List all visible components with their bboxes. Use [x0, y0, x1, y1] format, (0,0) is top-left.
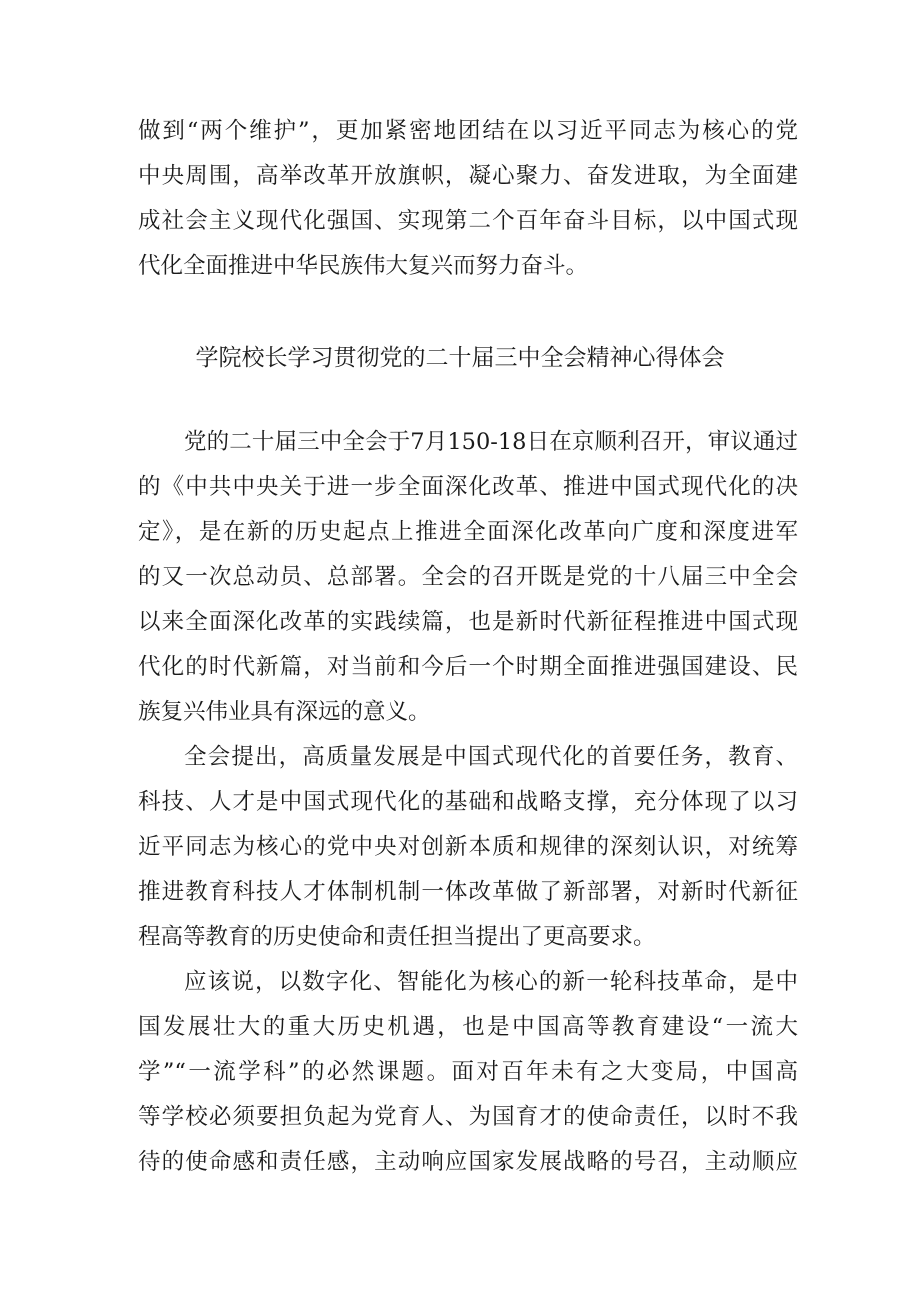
intro-line-3: 成社会主义现代化强国、实现第二个百年奋斗目标，以中国式现: [138, 208, 798, 234]
paragraph3-line-3: 学”“一流学科”的必然课题。面对百年未有之大变局，中国高: [138, 1059, 798, 1085]
paragraph1-line-1: 党的二十届三中全会于7月150-18日在京顺利召开，审议通过: [184, 429, 798, 455]
paragraph3-line-2: 国发展壮大的重大历史机遇，也是中国高等教育建设“一流大: [138, 1014, 798, 1040]
paragraph1-line-2: 的《中共中央关于进一步全面深化改革、推进中国式现代化的决: [138, 474, 798, 500]
intro-line-2: 中央周围，高举改革开放旗帜，凝心聚力、奋发进取，为全面建: [138, 163, 798, 189]
paragraph1-line-5: 以来全面深化改革的实践续篇，也是新时代新征程推进中国式现: [138, 609, 798, 635]
paragraph1-line-3: 定》，是在新的历史起点上推进全面深化改革向广度和深度进军: [138, 519, 798, 545]
intro-line-4: 代化全面推进中华民族伟大复兴而努力奋斗。: [138, 253, 589, 279]
paragraph3-line-5: 待的使命感和责任感，主动响应国家发展战略的号召，主动顺应: [138, 1149, 798, 1175]
paragraph1-line-4: 的又一次总动员、总部署。全会的召开既是党的十八届三中全会: [138, 564, 798, 590]
paragraph2-line-1: 全会提出，高质量发展是中国式现代化的首要任务，教育、: [184, 744, 798, 770]
paragraph2-line-4: 推进教育科技人才体制机制一体改革做了新部署，对新时代新征: [138, 879, 798, 905]
paragraph1-line-6: 代化的时代新篇，对当前和今后一个时期全面推进强国建设、民: [138, 654, 798, 680]
paragraph2-line-3: 近平同志为核心的党中央对创新本质和规律的深刻认识，对统筹: [138, 834, 798, 860]
document-title: 学院校长学习贯彻党的二十届三中全会精神心得体会: [195, 345, 725, 371]
intro-line-1: 做到“两个维护”，更加紧密地团结在以习近平同志为核心的党: [138, 118, 798, 144]
paragraph3-line-1: 应该说，以数字化、智能化为核心的新一轮科技革命，是中: [184, 969, 798, 995]
paragraph3-line-4: 等学校必须要担负起为党育人、为国育才的使命责任，以时不我: [138, 1104, 798, 1130]
paragraph1-line-7: 族复兴伟业具有深远的意义。: [138, 699, 431, 725]
paragraph2-line-2: 科技、人才是中国式现代化的基础和战略支撑，充分体现了以习: [138, 789, 798, 815]
paragraph2-line-5: 程高等教育的历史使命和责任担当提出了更高要求。: [138, 924, 656, 950]
